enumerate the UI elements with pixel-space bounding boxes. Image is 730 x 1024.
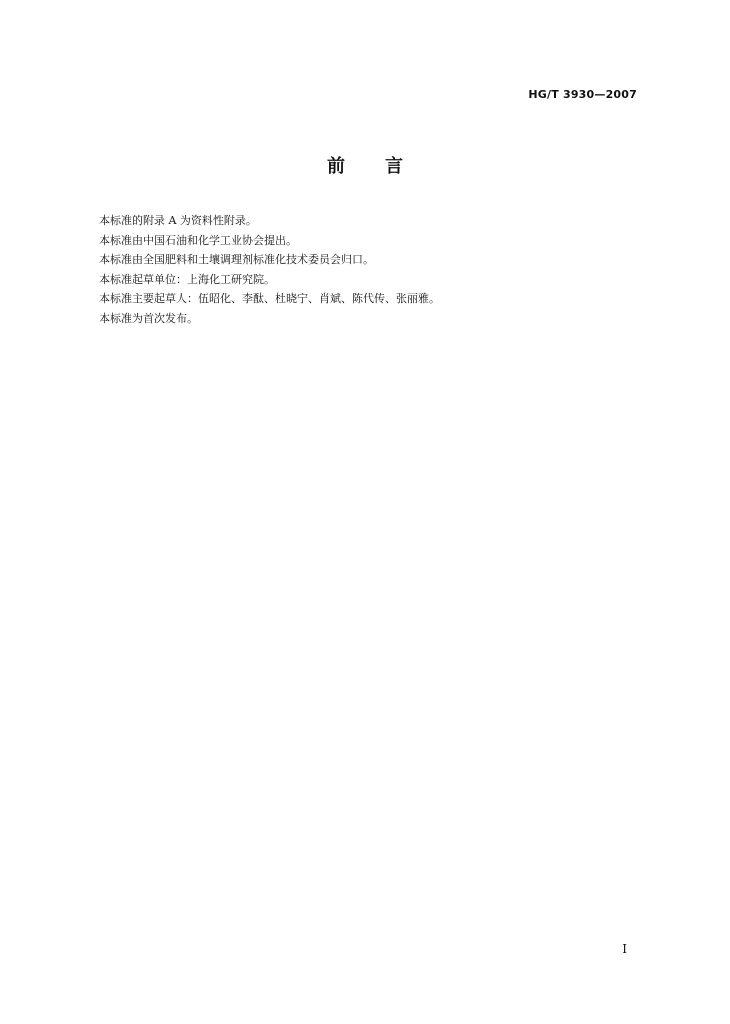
title-char-1: 前 [327, 156, 345, 177]
foreword-line-drafters: 本标准主要起草人：伍昭化、李酞、杜晓宁、肖斌、陈代传、张丽雅。 [99, 292, 440, 305]
foreword-line-proposer: 本标准由中国石油和化学工业协会提出。 [99, 233, 297, 247]
title-char-2: 言 [385, 156, 403, 177]
standard-code: HG/T 3930—2007 [528, 88, 637, 101]
foreword-line-annex: 本标准的附录 A 为资料性附录。 [99, 214, 257, 227]
foreword-body [99, 211, 639, 328]
foreword-line-first-release: 本标准为首次发布。 [99, 311, 198, 325]
foreword-line-drafting-unit: 本标准起草单位：上海化工研究院。 [99, 272, 275, 286]
foreword-line-committee: 本标准由全国肥料和土壤调理剂标准化技术委员会归口。 [99, 253, 374, 266]
page-number: I [622, 942, 627, 956]
page-title [0, 152, 730, 178]
